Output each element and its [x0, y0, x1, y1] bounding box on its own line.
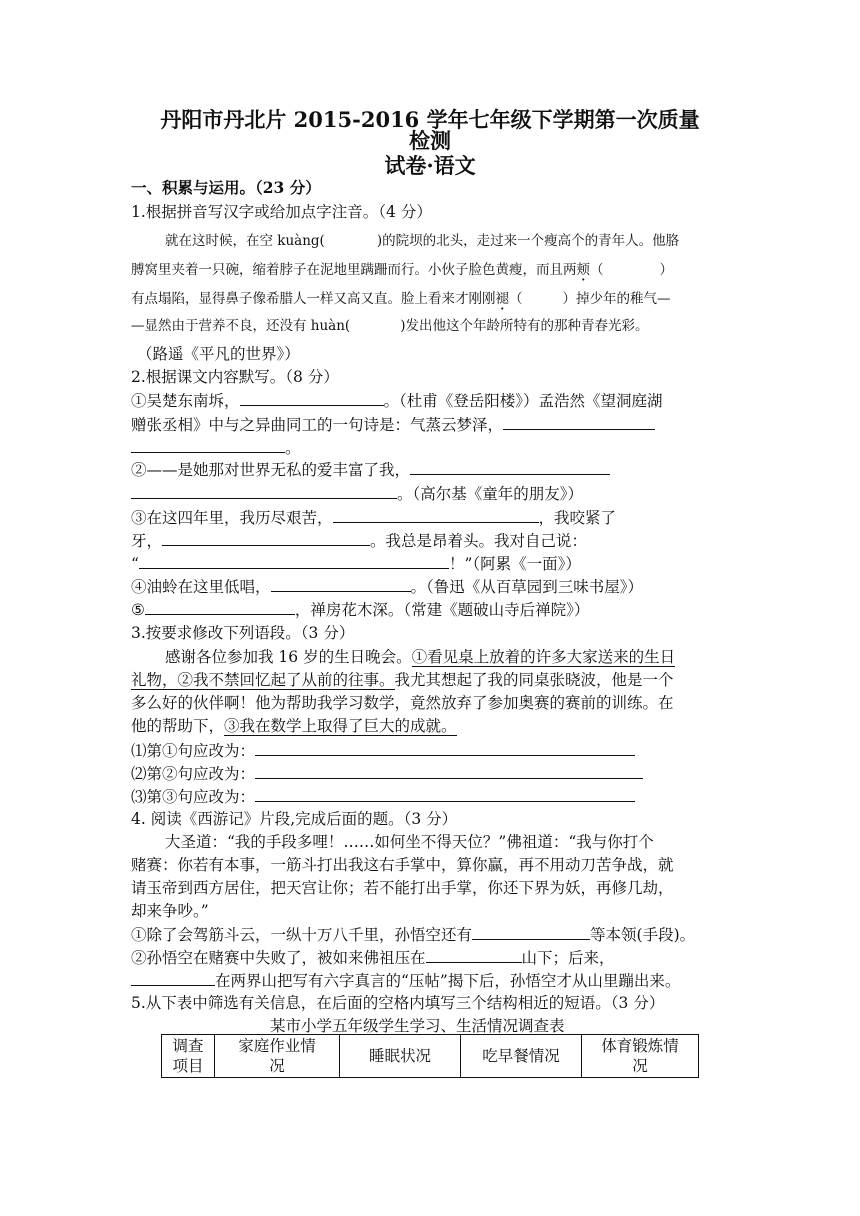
- table-row: [162, 1035, 699, 1078]
- section-heading: 一、积累与运用。（23 分）: [131, 178, 321, 197]
- question-2-line: ①吴楚东南坼， 。（杜甫《登岳阳楼》）孟浩然《望洞庭湖: [131, 392, 663, 410]
- question-3-paragraph-line: 感谢各位参加我 16 岁的生日晚会。①看见桌上放着的许多大家送来的生日: [165, 648, 676, 666]
- answer-blank[interactable]: [162, 530, 370, 546]
- question-4-line: ①除了会驾筋斗云，一纵十万八千里，孙悟空还有 等本领(手段)。: [131, 926, 696, 944]
- table-header-cell: 睡眠状况: [340, 1035, 461, 1078]
- answer-blank[interactable]: [131, 437, 285, 453]
- exam-title-line3: 试卷·语文: [384, 153, 476, 178]
- question-2-line: ③在这四年里，我历尽艰苦， ，我咬紧了: [131, 509, 617, 527]
- question-4-passage-line: 大圣道：“我的手段多哩！……如何坐不得天位？”佛祖道：“我与你打个: [165, 833, 654, 851]
- question-3-paragraph-line: 多么好的伙伴啊！他为帮助我学习数学，竟然放弃了参加奥赛的赛前的训练。在: [131, 694, 674, 712]
- answer-line: ⑶第③句应改为：: [131, 786, 635, 807]
- passage-source: （路遥《平凡的世界》）: [137, 345, 300, 363]
- question-4-passage-line: 请玉帝到西方居住，把天宫让你；若不能打出手掌，你还下界为妖，再修几劫，: [131, 879, 674, 897]
- question-2-prompt: 2.根据课文内容默写。（8 分）: [131, 368, 339, 386]
- exam-title-line2: 检测: [409, 128, 451, 153]
- table-header-cell: 家庭作业情 况: [215, 1035, 340, 1078]
- exam-title-line1: 丹阳市丹北片 2015-2016 学年七年级下学期第一次质量: [160, 107, 700, 132]
- question-2-line: 牙， 。我总是昂着头。我对自己说：: [131, 532, 588, 550]
- answer-blank[interactable]: [255, 763, 643, 779]
- answer-blank[interactable]: [139, 553, 449, 569]
- question-1-prompt: 1.根据拼音写汉字或给加点字注音。（4 分）: [131, 203, 432, 221]
- table-header-cell: 调查 项目: [162, 1035, 215, 1078]
- answer-blank[interactable]: [240, 390, 384, 406]
- question-3-paragraph-line: 礼物，②我不禁回忆起了从前的往事。我尤其想起了我的同桌张晓波，他是一个: [131, 671, 674, 689]
- question-1-passage-line: —显然由于营养不良，还没有 huàn( )发出他这个年龄所特有的那种青春光彩。: [131, 318, 649, 334]
- question-2-line: ②——是她那对世界无私的爱丰富了我，: [131, 459, 610, 480]
- question-2-line: ⑤ ，禅房花木深。（常建《题破山寺后禅院》）: [131, 601, 590, 619]
- question-2-line: 。（高尔基《童年的朋友》）: [131, 483, 583, 504]
- answer-blank[interactable]: [472, 924, 590, 940]
- question-3-prompt: 3.按要求修改下列语段。（3 分）: [131, 624, 355, 642]
- answer-blank[interactable]: [333, 507, 539, 523]
- answer-blank[interactable]: [131, 483, 397, 499]
- answer-blank[interactable]: [503, 414, 655, 430]
- question-1-passage-line: 就在这时候，在空 kuàng( )的院坝的北头，走过来一个瘦高个的青年人。他胳: [165, 233, 680, 249]
- question-2-line: “ ！”（阿累《一面》）: [131, 555, 581, 573]
- answer-blank[interactable]: [271, 576, 411, 592]
- question-2-line: 。: [131, 437, 301, 458]
- answer-blank[interactable]: [255, 740, 635, 756]
- answer-blank[interactable]: [410, 459, 610, 475]
- question-4-line: ②孙悟空在赌赛中失败了，被如来佛祖压在 山下；后来，: [131, 949, 615, 967]
- answer-blank[interactable]: [131, 970, 215, 986]
- answer-blank[interactable]: [426, 947, 522, 963]
- table-header-cell: 体育锻炼情 况: [582, 1035, 699, 1078]
- question-4-passage-line: 赌赛：你若有本事，一筋斗打出我这右手掌中，算你赢，再不用动刀苦争战，就: [131, 856, 674, 874]
- answer-blank[interactable]: [255, 786, 635, 802]
- table-title: 某市小学五年级学生学习、生活情况调查表: [270, 1017, 565, 1035]
- answer-blank[interactable]: [145, 599, 295, 615]
- table-header-cell: 吃早餐情况: [461, 1035, 582, 1078]
- question-2-line: ④油蛉在这里低唱， 。（鲁迅《从百草园到三味书屋》）: [131, 578, 644, 596]
- question-1-passage-line: 膊窝里夹着一只碗，缩着脖子在泥地里蹒跚而行。小伙子脸色黄瘦，而且两颊（ ）: [131, 262, 673, 278]
- answer-line: ⑵第②句应改为：: [131, 763, 643, 784]
- question-3-paragraph-line: 他的帮助下，③我在数学上取得了巨大的成就。: [131, 717, 457, 735]
- question-4-prompt: 4. 阅读《西游记》片段,完成后面的题。（3 分）: [131, 810, 458, 828]
- answer-line: ⑴第①句应改为：: [131, 740, 635, 761]
- question-4-line: 在两界山把写有六字真言的“压帖”揭下后，孙悟空才从山里蹦出来。: [131, 970, 680, 991]
- question-5-prompt: 5.从下表中筛选有关信息，在后面的空格内填写三个结构相近的短语。（3 分）: [131, 994, 665, 1012]
- survey-table: [161, 1034, 699, 1078]
- question-1-passage-line: 有点塌陷，显得鼻子像希腊人一样又高又直。脸上看来才刚刚褪（ ）掉少年的稚气—: [131, 291, 671, 307]
- question-2-line: 赠张丞相》中与之异曲同工的一句诗是：气蒸云梦泽，: [131, 414, 655, 435]
- question-4-passage-line: 却来争吵。”: [131, 902, 209, 920]
